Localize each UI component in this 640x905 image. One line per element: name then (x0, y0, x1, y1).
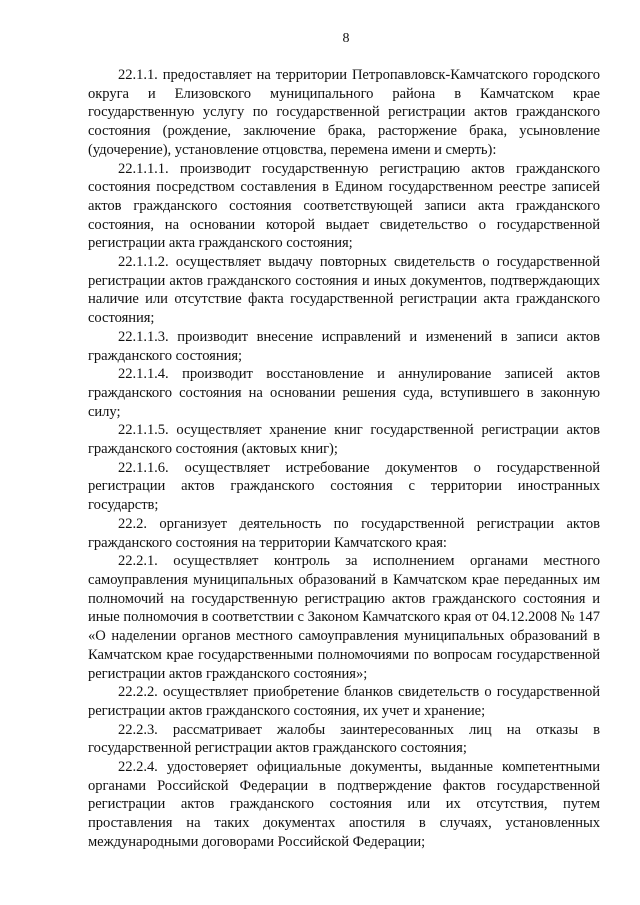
paragraph-22-1-1-3: 22.1.1.3. производит внесение исправлений и изменений в записи актов гражданского состояния; (88, 328, 600, 364)
paragraph-22-1-1: 22.1.1. предоставляет на территории Петропавловск-Камчатского городского округа и Елизовского муниципального района в Камчатском крае государственную услугу по государственной регистрации актов гражданского состояния (рождение, заключение брака, расторжение брака, усыновление (удочерение), установление отцовства, перемена имени и смерть): (88, 67, 600, 158)
page-number: 8 (342, 31, 350, 46)
paragraph-22-2-3: 22.2.3. рассматривает жалобы заинтересованных лиц на отказы в государственной регистрации актов гражданского состояния; (88, 721, 600, 757)
paragraph-22-2-2: 22.2.2. осуществляет приобретение бланков свидетельств о государственной регистрации актов гражданского состояния, их учет и хранение; (88, 684, 600, 719)
paragraph-22-1-1-5: 22.1.1.5. осуществляет хранение книг государственной регистрации актов гражданского состояния (актовых книг); (88, 422, 600, 458)
paragraph-22-1-1-4: 22.1.1.4. производит восстановление и аннулирование записей актов гражданского состояния на основании решения суда, вступившего в законную силу; (88, 366, 600, 420)
paragraph-22-2-4: 22.2.4. удостоверяет официальные документы, выданные компетентными органами Российской Федерации в подтверждение фактов государственной регистрации актов гражданского состояния или их отсутствия, путем проставления на таких документах апостиля в случаях, установленных международными договорами Российской Федерации; (88, 759, 600, 850)
paragraph-22-2: 22.2. организует деятельность по государственной регистрации актов гражданского состояния на территории Камчатского края: (88, 515, 600, 551)
paragraph-22-1-1-1: 22.1.1.1. производит государственную регистрацию актов гражданского состояния посредством составления в Едином государственном реестре записей актов гражданского состояния соответствующей записи акта гражданского состояния, на основании которой выдает свидетельство о государственной регистрации акта гражданского состояния; (88, 160, 600, 252)
paragraph-22-2-1: 22.2.1. осуществляет контроль за исполнением органами местного самоуправления муниципальных образований в Камчатском крае переданных им полномочий на государственную регистрацию актов гражданского состояния и иные полномочия в соответствии с Законом Камчатского края от 04.12.2008 № 147 «О наделении органов местного самоуправления муниципальных образований в Камчатском крае государственными полномочиями по вопросам государственной регистрации актов гражданского состояния»; (88, 553, 600, 682)
document-page (88, 30, 600, 852)
paragraph-22-1-1-2: 22.1.1.2. осуществляет выдачу повторных свидетельств о государственной регистрации актов гражданского состояния и иных документов, подтверждающих наличие или отсутствие факта государственной регистрации акта гражданского состояния; (88, 254, 600, 327)
paragraph-22-1-1-6: 22.1.1.6. осуществляет истребование документов о государственной регистрации актов гражданского состояния с территории иностранных государств; (88, 459, 600, 514)
